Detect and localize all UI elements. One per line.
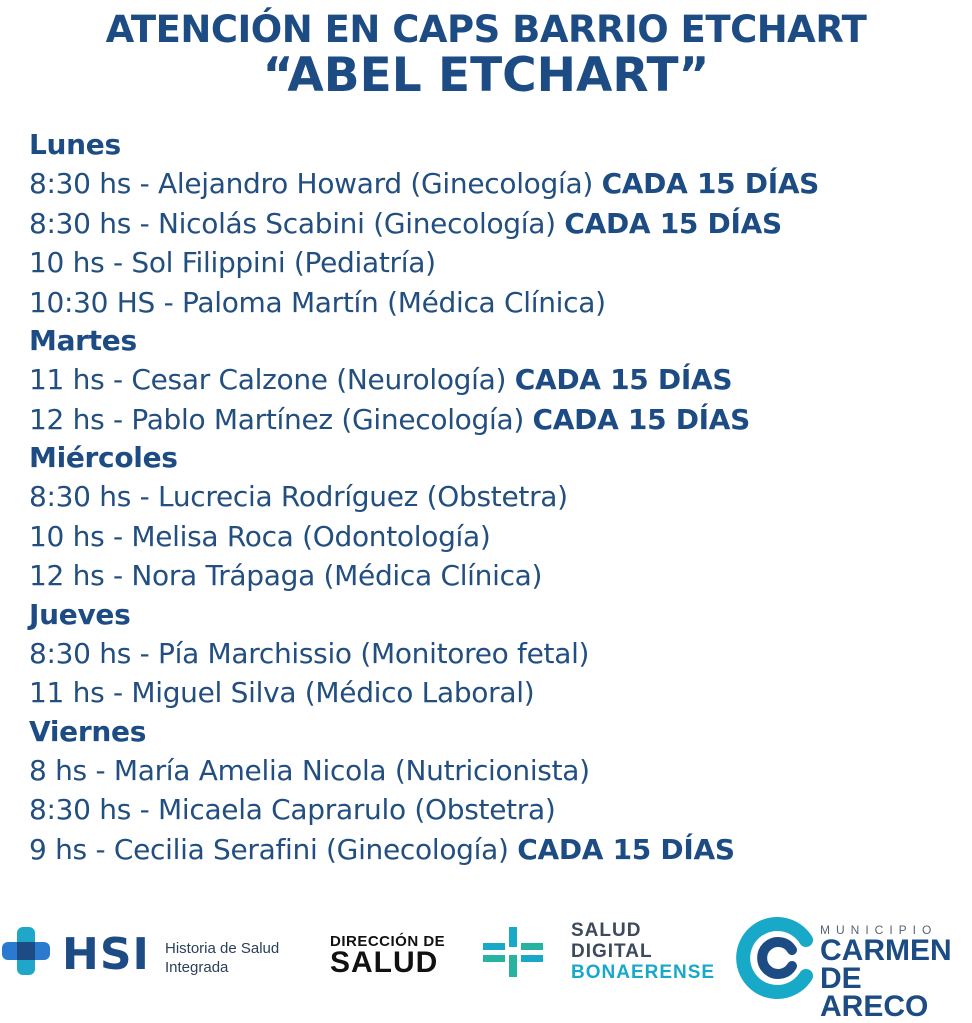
medical-cross-icon — [0, 925, 52, 977]
schedule-entry — [29, 400, 959, 440]
weekly-schedule — [29, 126, 959, 869]
direccion-salud-logo — [330, 933, 445, 980]
schedule-entry — [29, 360, 959, 400]
schedule-entry — [29, 283, 959, 323]
salud-digital-line3: BONAERENSE — [571, 962, 716, 983]
schedule-entry — [29, 243, 959, 283]
entry-text: 11 hs - Miguel Silva (Médico Laboral) — [29, 676, 535, 709]
entry-text: 8:30 hs - Lucrecia Rodríguez (Obstetra) — [29, 480, 568, 513]
schedule-entry — [29, 164, 959, 204]
entry-text: 9 hs - Cecilia Serafini (Ginecología) — [29, 832, 509, 866]
frequency-label: CADA 15 DÍAS — [601, 167, 820, 200]
frequency-label: CADA 15 DÍAS — [564, 206, 782, 240]
municipio-name-line2: DE ARECO — [820, 962, 929, 1023]
frequency-label: CADA 15 DÍAS — [532, 402, 751, 436]
salud-digital-text — [571, 920, 715, 983]
entry-text: 12 hs - Pablo Martínez (Ginecología) — [29, 402, 524, 436]
entry-text: 8 hs - María Amelia Nicola (Nutricionista) — [29, 753, 590, 787]
schedule-entry — [29, 517, 959, 557]
carmen-de-areco-logo-icon — [740, 920, 816, 996]
hsi-subtitle-line2: Integrada — [165, 959, 229, 976]
hsi-subtitle-line1: Historia de Salud — [165, 940, 280, 957]
schedule-entry — [29, 790, 959, 830]
entry-text: 8:30 hs - Alejandro Howard (Ginecología) — [29, 167, 593, 200]
entry-text: 8:30 hs - Micaela Caprarulo (Obstetra) — [29, 793, 556, 826]
digital-health-icon — [483, 925, 543, 977]
schedule-entry — [29, 751, 959, 791]
salud-digital-line2: DIGITAL — [571, 941, 653, 962]
schedule-entry — [29, 634, 959, 674]
footer-logos — [0, 905, 972, 1023]
schedule-entry — [29, 830, 959, 870]
schedule-entry — [29, 673, 959, 713]
salud-digital-line1: SALUD — [571, 920, 642, 941]
frequency-label: CADA 15 DÍAS — [517, 832, 735, 866]
day-heading: Miércoles — [29, 441, 178, 474]
entry-text: 8:30 hs - Nicolás Scabini (Ginecología) — [29, 206, 556, 240]
entry-text: 10:30 HS - Paloma Martín (Médica Clínica) — [29, 285, 606, 319]
municipio-text — [820, 923, 972, 1021]
schedule-entry — [29, 556, 959, 596]
entry-text: 10 hs - Sol Filippini (Pediatría) — [29, 246, 436, 279]
day-heading: Lunes — [29, 128, 121, 161]
schedule-entry — [29, 477, 959, 517]
hsi-subtitle — [165, 939, 279, 977]
entry-text: 12 hs - Nora Trápaga (Médica Clínica) — [29, 559, 543, 592]
entry-text: 11 hs - Cesar Calzone (Neurología) — [29, 363, 507, 396]
schedule-entry — [29, 204, 959, 244]
entry-text: 10 hs - Melisa Roca (Odontología) — [29, 519, 491, 553]
direccion-line2: SALUD — [330, 946, 439, 979]
page-title-line2: “ABEL ETCHART” — [262, 48, 710, 103]
page-title-line1: ATENCIÓN EN CAPS BARRIO ETCHART — [105, 8, 867, 51]
municipio-name-line1: CARMEN — [820, 934, 952, 967]
frequency-label: CADA 15 DÍAS — [514, 363, 733, 396]
direccion-line1: DIRECCIÓN DE — [330, 933, 446, 950]
hsi-logo-text: HSI — [62, 929, 150, 980]
municipio-label: MUNICIPIO — [820, 923, 938, 937]
day-heading: Viernes — [29, 714, 147, 748]
entry-text: 8:30 hs - Pía Marchissio (Monitoreo fetal) — [29, 636, 590, 670]
day-heading: Martes — [29, 324, 137, 357]
day-heading: Jueves — [29, 597, 131, 631]
